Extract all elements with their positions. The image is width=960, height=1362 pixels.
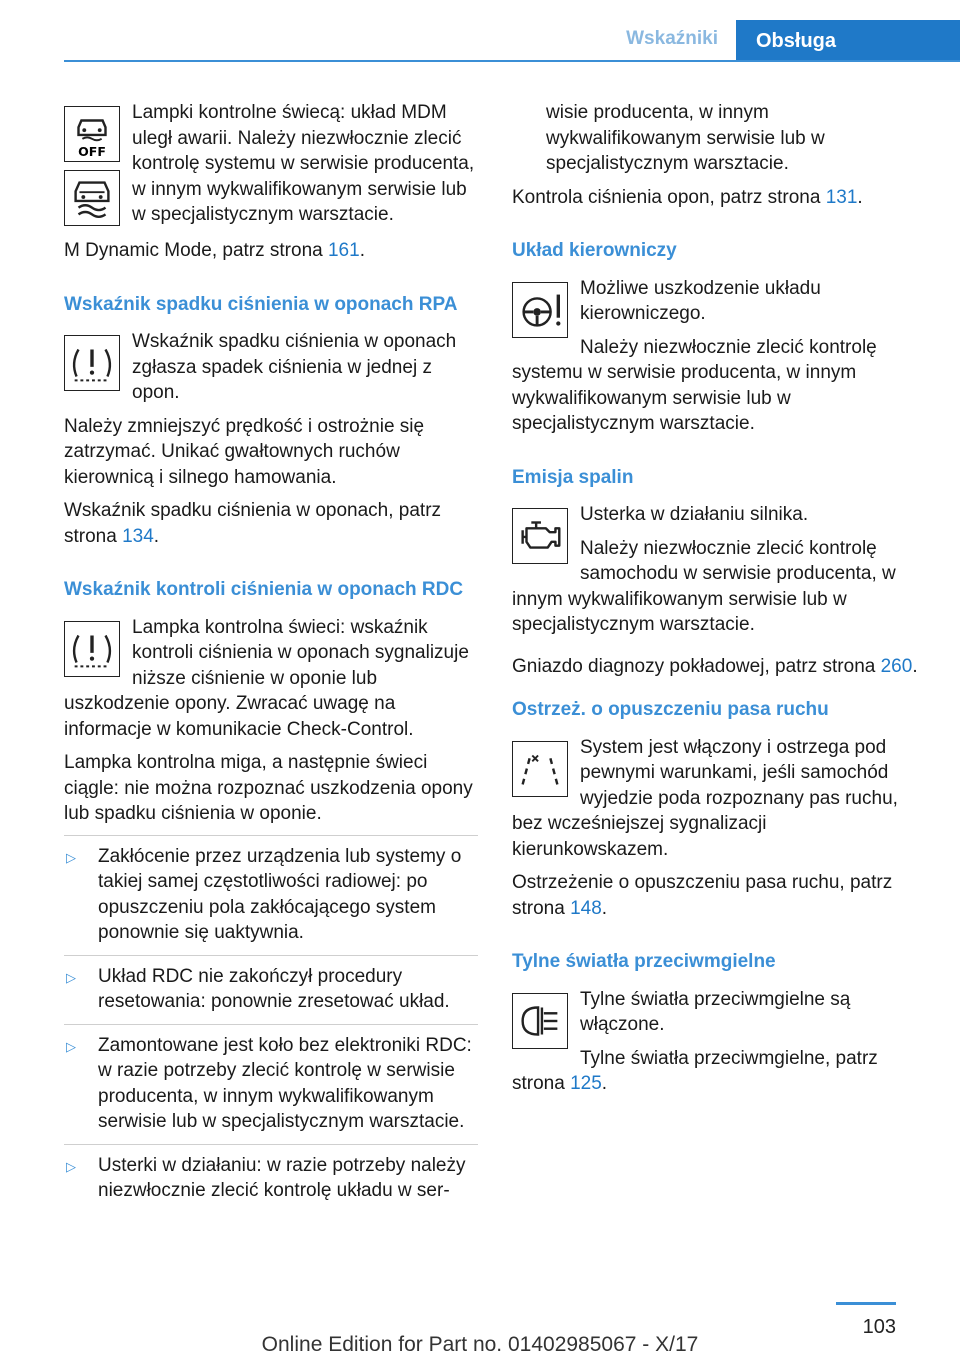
lane-text: System jest włączony i ostrzega pod pewnymi warunkami, jeśli samochód wyjedzie poda rozpoznany pas ruchu, bez wcześniejszej sygnalizacji kierunkowskazem. bbox=[512, 736, 898, 860]
bullet-text: Zakłócenie przez urządzenia lub systemy o takiej samej częstotliwości radiowej: po opuszczeniu pola zakłócającego system ponownie się uaktywnia. bbox=[98, 845, 462, 943]
bullet-triangle-icon: ▷ bbox=[66, 969, 76, 985]
page-number: 103 bbox=[862, 1316, 896, 1338]
lane-heading: Ostrzeż. o opuszczeniu pasa ruchu bbox=[512, 699, 829, 720]
page-link-125[interactable]: 125 bbox=[570, 1073, 602, 1094]
mdm-reference: M Dynamic Mode, patrz strona 161. bbox=[64, 240, 365, 261]
fog-heading: Tylne światła przeciwmgielne bbox=[512, 951, 776, 972]
rdc-text: Lampka kontrolna świeci: wskaźnik kontroli ciśnienia w oponach sygnalizuje niższe ciśnienie w oponie lub uszkodzenie opony. Zwracać uwagę na informacje w komunikacie Check-Control. bbox=[64, 616, 469, 740]
edition-footer: Online Edition for Part no. 01402985067 - X/17 bbox=[261, 1333, 699, 1356]
right-column bbox=[512, 100, 922, 1105]
diagnosis-reference: Gniazdo diagnozy pokładowej, patrz strona 260. bbox=[512, 655, 918, 677]
tire-pressure-warning-icon bbox=[64, 335, 120, 391]
mdm-icons bbox=[64, 106, 120, 234]
list-item bbox=[64, 1024, 478, 1135]
svg-text:OFF: OFF bbox=[78, 144, 106, 160]
rpa-block bbox=[64, 329, 478, 414]
emission-text-2: Należy niezwłocznie zlecić kontrolę samochodu w serwisie producenta, w innym wykwalifikowanym serwisie lub w specjalistycznym warsztacie. bbox=[512, 537, 896, 635]
ref-text: Ostrzeżenie o opuszczeniu pasa ruchu, patrz strona bbox=[512, 872, 893, 919]
fog-block bbox=[512, 987, 922, 1038]
fog-reference: Tylne światła przeciwmgielne, patrz strona 125. bbox=[512, 1047, 878, 1094]
bullet-text: Zamontowane jest koło bez elektroniki RDC: w razie potrzeby zlecić kontrolę w serwisie producenta, w innym wykwalifikowanym serwisie lub w specjalistycznym warsztacie. bbox=[98, 1034, 472, 1132]
page-link-161[interactable]: 161 bbox=[327, 240, 360, 261]
bullet-triangle-icon: ▷ bbox=[66, 1038, 76, 1054]
list-item bbox=[64, 1144, 478, 1204]
tire-pressure-control-icon bbox=[64, 621, 120, 677]
ref-text: Wskaźnik spadku ciśnienia w oponach, patrz strona bbox=[64, 500, 442, 547]
fog-text-1: Tylne światła przeciwmgielne są włączone. bbox=[580, 988, 851, 1035]
rdc-paragraph: Lampka kontrolna miga, a następnie świeci ciągle: nie można rozpoznać uszkodzenia opony lub spadku ciśnienia w oponie. bbox=[64, 752, 473, 824]
rear-fog-light-icon bbox=[512, 993, 568, 1049]
bullet-text: Usterki w działaniu: w razie potrzeby należy niezwłocznie zlecić kontrolę układu w ser- bbox=[98, 1154, 466, 1201]
emission-text-1: Usterka w działaniu silnika. bbox=[580, 504, 809, 525]
steering-warning-icon bbox=[512, 282, 568, 338]
emission-block bbox=[512, 502, 922, 638]
lane-reference: Ostrzeżenie o opuszczeniu pasa ruchu, patrz strona 148. bbox=[512, 872, 893, 919]
lane-block bbox=[512, 735, 922, 863]
engine-check-icon bbox=[512, 508, 568, 564]
bullet-triangle-icon: ▷ bbox=[66, 849, 76, 865]
footer-rule bbox=[836, 1302, 896, 1305]
list-item bbox=[64, 835, 478, 946]
ref-text: M Dynamic Mode, patrz strona bbox=[64, 240, 328, 261]
rdc-block bbox=[64, 615, 478, 743]
page-link-148[interactable]: 148 bbox=[570, 897, 602, 919]
rdc-bullet-list bbox=[64, 835, 478, 1204]
list-item bbox=[64, 955, 478, 1015]
steering-block bbox=[512, 276, 922, 327]
lane-departure-icon bbox=[512, 741, 568, 797]
steering-text-1: Możliwe uszkodzenie układu kierowniczego. bbox=[580, 277, 821, 324]
rpa-paragraph: Należy zmniejszyć prędkość i ostrożnie się zatrzymać. Unikać gwałtownych ruchów kierownicą i silnego hamowania. bbox=[64, 415, 425, 488]
steering-heading: Układ kierowniczy bbox=[512, 240, 677, 261]
rpa-text: Wskaźnik spadku ciśnienia w oponach zgłasza spadek ciśnienia w jednej z opon. bbox=[132, 331, 457, 403]
page-header bbox=[64, 0, 960, 62]
bullet-text: Układ RDC nie zakończył procedury resetowania: ponownie zresetować układ. bbox=[98, 965, 450, 1012]
page-link-260[interactable]: 260 bbox=[880, 655, 913, 677]
emission-heading: Emisja spalin bbox=[512, 466, 634, 488]
page-link-134[interactable]: 134 bbox=[122, 525, 154, 547]
continued-text: wisie producenta, w innym wykwalifikowanym serwisie lub w specjalistycznym warsztacie. bbox=[546, 102, 825, 174]
ref-text: Tylne światła przeciwmgielne, patrz strona bbox=[512, 1047, 878, 1094]
ref-text: Gniazdo diagnozy pokładowej, patrz strona bbox=[512, 655, 881, 677]
tab-obsluga[interactable]: Obsługa bbox=[736, 20, 960, 62]
page-link-131[interactable]: 131 bbox=[825, 186, 858, 208]
rpa-reference: Wskaźnik spadku ciśnienia w oponach, patrz strona 134. bbox=[64, 500, 442, 547]
tire-reference: Kontrola ciśnienia opon, patrz strona 131. bbox=[512, 186, 863, 208]
header-rule bbox=[64, 60, 960, 62]
rdc-heading: Wskaźnik kontroli ciśnienia w oponach RDC bbox=[64, 579, 464, 600]
tab-wskazniki[interactable]: Wskaźniki bbox=[626, 28, 718, 49]
dsc-off-icon bbox=[64, 106, 120, 162]
steering-text-2: Należy niezwłocznie zlecić kontrolę systemu w serwisie producenta, w innym wykwalifikowanym serwisie lub w specjalistycznym warsztacie. bbox=[512, 336, 877, 434]
mdm-block bbox=[64, 100, 478, 238]
left-column bbox=[64, 100, 478, 1213]
mdm-text: Lampki kontrolne świecą: układ MDM uległ awarii. Należy niezwłocznie zlecić kontrolę systemu w serwisie producenta, w innym wykwalifikowanym serwisie lub w specjalistycznym warsztacie. bbox=[132, 102, 475, 225]
rpa-heading: Wskaźnik spadku ciśnienia w oponach RPA bbox=[64, 293, 458, 315]
bullet-triangle-icon: ▷ bbox=[66, 1158, 76, 1174]
ref-text: Kontrola ciśnienia opon, patrz strona bbox=[512, 186, 826, 208]
dsc-icon bbox=[64, 170, 120, 226]
